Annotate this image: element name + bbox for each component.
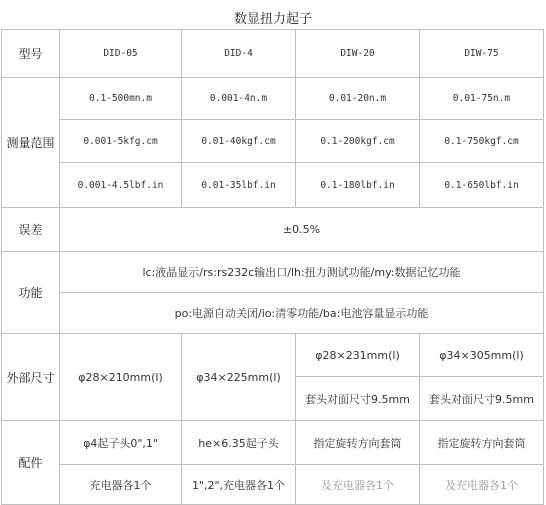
table-row-range-1: [2, 78, 544, 120]
range-cell: 0.001-5kfg.cm: [60, 120, 182, 163]
range-cell: 0.01-40kgf.cm: [182, 120, 296, 163]
function-line-1: lc:液晶显示/rs:rs232c输出口/lh:扭力测试功能/my:数据记忆功能: [60, 252, 544, 293]
model-did-4: DID-4: [182, 30, 296, 78]
accessory-cell: 及充电器各1个: [420, 465, 544, 505]
table-row-dimensions-1: [2, 334, 544, 377]
accessory-cell: φ4起子头0",1": [60, 421, 182, 465]
table-row-range-3: [2, 163, 544, 208]
accessory-cell: 指定旋转方向套筒: [420, 421, 544, 465]
table-row-error: [2, 208, 544, 252]
dimension-cell: 套头对面尺寸9.5mm: [420, 377, 544, 421]
accessory-cell: 及充电器各1个: [296, 465, 420, 505]
table-row-model: [2, 30, 544, 78]
range-cell: 0.1-200kgf.cm: [296, 120, 420, 163]
function-line-2: po:电源自动关闭/io:清零功能/ba:电池容量显示功能: [60, 293, 544, 334]
table-row-range-2: [2, 120, 544, 163]
range-cell: 0.001-4n.m: [182, 78, 296, 120]
model-diw-20: DIW-20: [296, 30, 420, 78]
dimension-cell: φ34×305mm(l): [420, 334, 544, 377]
dimension-cell: φ28×210mm(l): [60, 334, 182, 421]
dimension-cell: φ28×231mm(l): [296, 334, 420, 377]
range-cell: 0.1-500mn.m: [60, 78, 182, 120]
spec-table: [1, 29, 544, 505]
range-cell: 0.01-35lbf.in: [182, 163, 296, 208]
range-cell: 0.01-75n.m: [420, 78, 544, 120]
page-title: 数显扭力起子: [233, 12, 312, 27]
model-label: 型号: [2, 30, 60, 78]
dimension-cell: 套头对面尺寸9.5mm: [296, 377, 420, 421]
range-cell: 0.1-180lbf.in: [296, 163, 420, 208]
model-diw-75: DIW-75: [420, 30, 544, 78]
accessory-cell: 充电器各1个: [60, 465, 182, 505]
accessory-cell: 1",2",充电器各1个: [182, 465, 296, 505]
table-row-accessories-1: [2, 421, 544, 465]
dimension-cell: φ34×225mm(l): [182, 334, 296, 421]
error-value: ±0.5%: [60, 208, 544, 252]
range-cell: 0.1-750kgf.cm: [420, 120, 544, 163]
model-did-05: DID-05: [60, 30, 182, 78]
table-row-function-1: [2, 252, 544, 293]
table-row-function-2: [2, 293, 544, 334]
table-row-accessories-2: [2, 465, 544, 505]
range-label: 测量范围: [2, 78, 60, 208]
error-label: 误差: [2, 208, 60, 252]
accessory-cell: 指定旋转方向套筒: [296, 421, 420, 465]
range-cell: 0.001-4.5lbf.in: [60, 163, 182, 208]
range-cell: 0.01-20n.m: [296, 78, 420, 120]
function-label: 功能: [2, 252, 60, 334]
range-cell: 0.1-650lbf.in: [420, 163, 544, 208]
dimensions-label: 外部尺寸: [2, 334, 60, 421]
accessory-cell: he×6.35起子头: [182, 421, 296, 465]
accessories-label: 配件: [2, 421, 60, 505]
